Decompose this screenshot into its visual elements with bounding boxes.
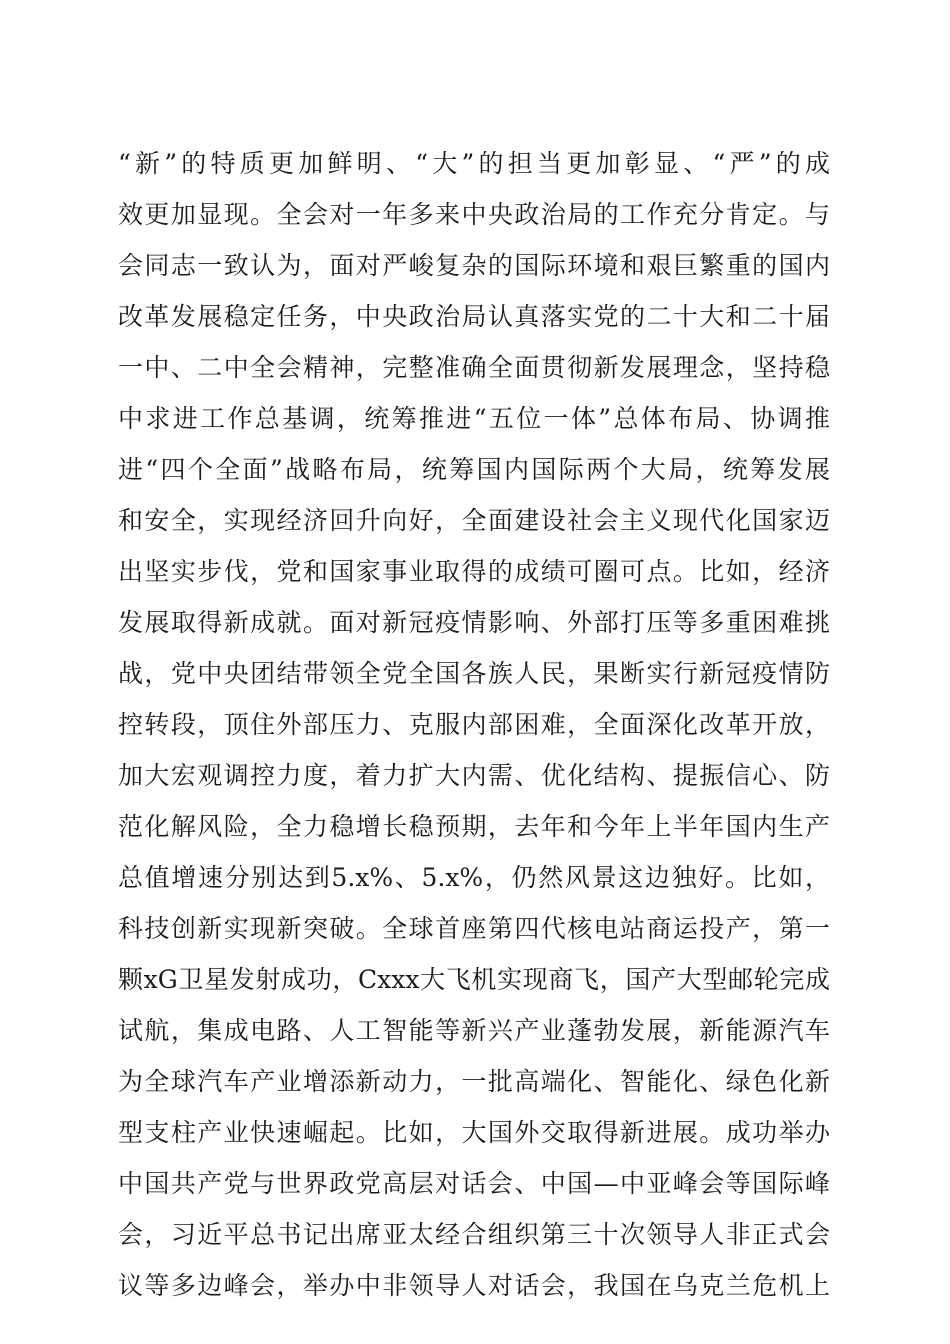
text-line: 战，党中央团结带领全党全国各族人民，果断实行新冠疫情防 — [118, 659, 830, 688]
text-line: 出坚实步伐，党和国家事业取得的成绩可圈可点。比如，经济 — [118, 557, 830, 586]
text-line: 改革发展稳定任务，中央政治局认真落实党的二十大和二十届 — [118, 302, 830, 331]
text-line: 和安全，实现经济回升向好，全面建设社会主义现代化国家迈 — [118, 506, 830, 535]
text-line: 会同志一致认为，面对严峻复杂的国际环境和艰巨繁重的国内 — [118, 251, 830, 280]
text-line: 试航，集成电路、人工智能等新兴产业蓬勃发展，新能源汽车 — [118, 1016, 830, 1045]
text-line: 科技创新实现新突破。全球首座第四代核电站商运投产，第一 — [118, 914, 830, 943]
text-line: 进“四个全面”战略布局，统筹国内国际两个大局，统筹发展 — [118, 455, 830, 484]
text-line: 颗xG卫星发射成功，Cxxx大飞机实现商飞，国产大型邮轮完成 — [118, 965, 830, 994]
text-line: 型支柱产业快速崛起。比如，大国外交取得新进展。成功举办 — [118, 1118, 830, 1147]
text-line: 发展取得新成就。面对新冠疫情影响、外部打压等多重困难挑 — [118, 608, 830, 637]
text-line: 议等多边峰会，举办中非领导人对话会，我国在乌克兰危机上 — [118, 1271, 830, 1300]
text-line: 会，习近平总书记出席亚太经合组织第三十次领导人非正式会 — [118, 1220, 830, 1249]
text-line: 一中、二中全会精神，完整准确全面贯彻新发展理念，坚持稳 — [118, 353, 830, 382]
text-line: 范化解风险，全力稳增长稳预期，去年和今年上半年国内生产 — [118, 812, 830, 841]
text-line: 加大宏观调控力度，着力扩大内需、优化结构、提振信心、防 — [118, 761, 830, 790]
body-paragraph — [118, 138, 830, 1311]
text-line: “新”的特质更加鲜明、“大”的担当更加彰显、“严”的成 — [118, 149, 830, 178]
text-line: 总值增速分别达到5.x%、5.x%，仍然风景这边独好。比如， — [118, 863, 830, 892]
text-line: 中国共产党与世界政党高层对话会、中国—中亚峰会等国际峰 — [118, 1169, 830, 1198]
text-line: 中求进工作总基调，统筹推进“五位一体”总体布局、协调推 — [118, 404, 830, 433]
text-line: 为全球汽车产业增添新动力，一批高端化、智能化、绿色化新 — [118, 1067, 830, 1096]
text-line: 控转段，顶住外部压力、克服内部困难，全面深化改革开放， — [118, 710, 830, 739]
text-line: 效更加显现。全会对一年多来中央政治局的工作充分肯定。与 — [118, 200, 830, 229]
